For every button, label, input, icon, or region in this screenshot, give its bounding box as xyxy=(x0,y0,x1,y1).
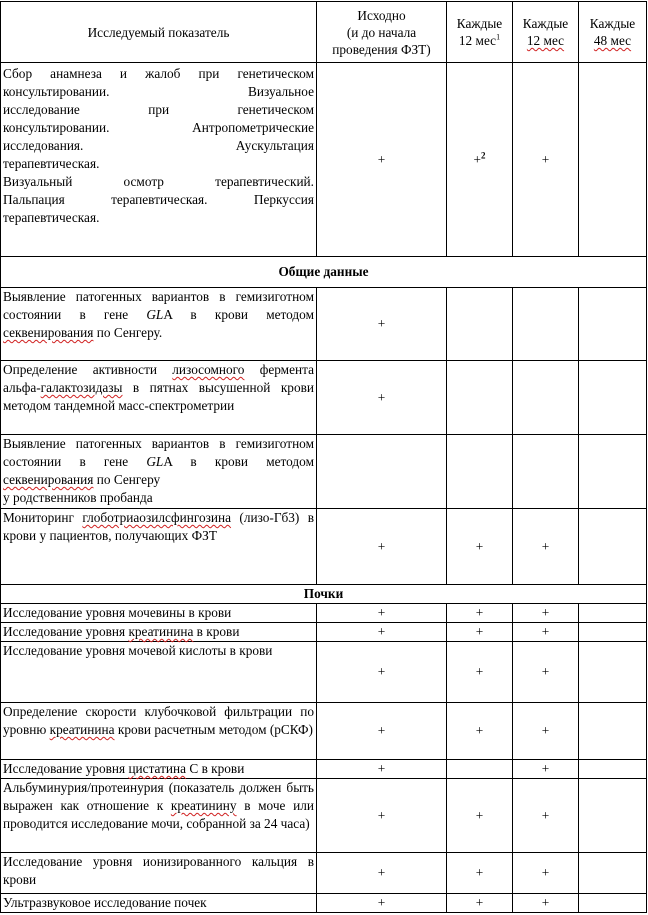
table-row xyxy=(1,703,647,760)
cell-every-48 xyxy=(579,288,647,361)
cell-every-12-b: + xyxy=(513,894,579,913)
cell-every-48 xyxy=(579,760,647,779)
table-row xyxy=(1,509,647,585)
cell-every-12-b: + xyxy=(513,760,579,779)
header-every-12-months-a: Каждые 12 мес$^1$ xyxy=(447,2,513,63)
cell-baseline: + xyxy=(317,361,447,435)
cell-baseline: + xyxy=(317,894,447,913)
row-examination-name: Сбор анамнеза и жалоб при генетическом консультировании. Визуальное исследование при генетическом консультировании. Антропометрические исследования. Аускультация терапевтическая. Визуальный осмотр терапевтический. Пальпация терапевтическая. Перкуссия терапевтическая. xyxy=(1,63,317,257)
table-row xyxy=(1,779,647,853)
cell-every-12-a: + xyxy=(447,623,513,642)
header-every-12-months-b: Каждые 12 мес xyxy=(513,2,579,63)
row-gla-sequencing-name: Выявление патогенных вариантов в гемизиготном состоянии в гене GLA в крови методом секвенирования по Сенгеру. xyxy=(1,288,317,361)
header-baseline: Исходно (и до начала проведения ФЗТ) xyxy=(317,2,447,63)
cell-every-48 xyxy=(579,894,647,913)
cell-every-12-b xyxy=(513,361,579,435)
cell-every-12-a: + xyxy=(447,853,513,894)
cell-every-12-a xyxy=(447,361,513,435)
cell-every-12-a: +$^2$ xyxy=(447,63,513,257)
cell-baseline: + xyxy=(317,703,447,760)
table-header-row xyxy=(1,2,647,63)
cell-baseline: + xyxy=(317,853,447,894)
cell-every-12-b: + xyxy=(513,853,579,894)
table-row xyxy=(1,894,647,913)
cell-every-12-b xyxy=(513,435,579,509)
cell-every-48 xyxy=(579,509,647,585)
cell-every-12-b: + xyxy=(513,703,579,760)
cell-baseline: + xyxy=(317,509,447,585)
cell-every-12-a: + xyxy=(447,604,513,623)
section-title-general: Общие данные xyxy=(1,257,647,288)
table-row xyxy=(1,853,647,894)
row-cystatin-name: Исследование уровня цистатина С в крови xyxy=(1,760,317,779)
cell-every-12-a: + xyxy=(447,509,513,585)
row-enzyme-activity-name: Определение активности лизосомного фермента альфа-галактозидазы в пятнах высушенной крови методом тандемной масс-спектрометрии xyxy=(1,361,317,435)
table-row xyxy=(1,760,647,779)
table-row xyxy=(1,63,647,257)
cell-every-48 xyxy=(579,361,647,435)
cell-every-12-a: + xyxy=(447,779,513,853)
cell-every-12-a: + xyxy=(447,642,513,703)
cell-every-12-b: + xyxy=(513,779,579,853)
cell-every-12-b: + xyxy=(513,642,579,703)
cell-every-12-a xyxy=(447,760,513,779)
section-row-kidneys xyxy=(1,585,647,604)
cell-every-12-a: + xyxy=(447,894,513,913)
row-urea-name: Исследование уровня мочевины в крови xyxy=(1,604,317,623)
header-indicator: Исследуемый показатель xyxy=(1,2,317,63)
cell-every-12-b xyxy=(513,288,579,361)
cell-every-12-b: + xyxy=(513,509,579,585)
cell-baseline: + xyxy=(317,63,447,257)
cell-every-12-a xyxy=(447,435,513,509)
row-relatives-sequencing-name: Выявление патогенных вариантов в гемизиготном состоянии в гене GLA в крови методом секвенирования по Сенгеру у родственников пробанда xyxy=(1,435,317,509)
cell-every-48 xyxy=(579,435,647,509)
cell-every-48 xyxy=(579,604,647,623)
section-title-kidneys: Почки xyxy=(1,585,647,604)
row-lyso-gb3-name: Мониторинг глоботриаозилсфингозина (лизо-Гб3) в крови у пациентов, получающих ФЗТ xyxy=(1,509,317,585)
cell-every-48 xyxy=(579,623,647,642)
row-uric-acid-name: Исследование уровня мочевой кислоты в крови xyxy=(1,642,317,703)
cell-baseline: + xyxy=(317,760,447,779)
cell-every-12-b: + xyxy=(513,63,579,257)
cell-every-12-b: + xyxy=(513,623,579,642)
cell-every-48 xyxy=(579,642,647,703)
row-calcium-name: Исследование уровня ионизированного кальция в крови xyxy=(1,853,317,894)
table-row xyxy=(1,361,647,435)
header-every-48-months: Каждые 48 мес xyxy=(579,2,647,63)
cell-every-48 xyxy=(579,853,647,894)
cell-every-48 xyxy=(579,779,647,853)
cell-every-12-a xyxy=(447,288,513,361)
row-egfr-name: Определение скорости клубочковой фильтрации по уровню креатинина крови расчетным методом (рСКФ) xyxy=(1,703,317,760)
cell-every-12-b: + xyxy=(513,604,579,623)
table-row xyxy=(1,642,647,703)
cell-baseline: + xyxy=(317,642,447,703)
table-row xyxy=(1,435,647,509)
section-row-general xyxy=(1,257,647,288)
cell-baseline: + xyxy=(317,623,447,642)
cell-every-12-a: + xyxy=(447,703,513,760)
table-row xyxy=(1,623,647,642)
cell-baseline: + xyxy=(317,288,447,361)
row-creatinine-name: Исследование уровня креатинина в крови xyxy=(1,623,317,642)
row-kidney-ultrasound-name: Ультразвуковое исследование почек xyxy=(1,894,317,913)
cell-every-48 xyxy=(579,703,647,760)
examination-schedule-table xyxy=(0,1,647,913)
row-albuminuria-name: Альбуминурия/протеинурия (показатель должен быть выражен как отношение к креатинину в моче или проводится исследование мочи, собранной за 24 часа) xyxy=(1,779,317,853)
cell-baseline: + xyxy=(317,604,447,623)
cell-every-48 xyxy=(579,63,647,257)
cell-baseline: + xyxy=(317,779,447,853)
table-row xyxy=(1,288,647,361)
cell-baseline xyxy=(317,435,447,509)
table-row xyxy=(1,604,647,623)
